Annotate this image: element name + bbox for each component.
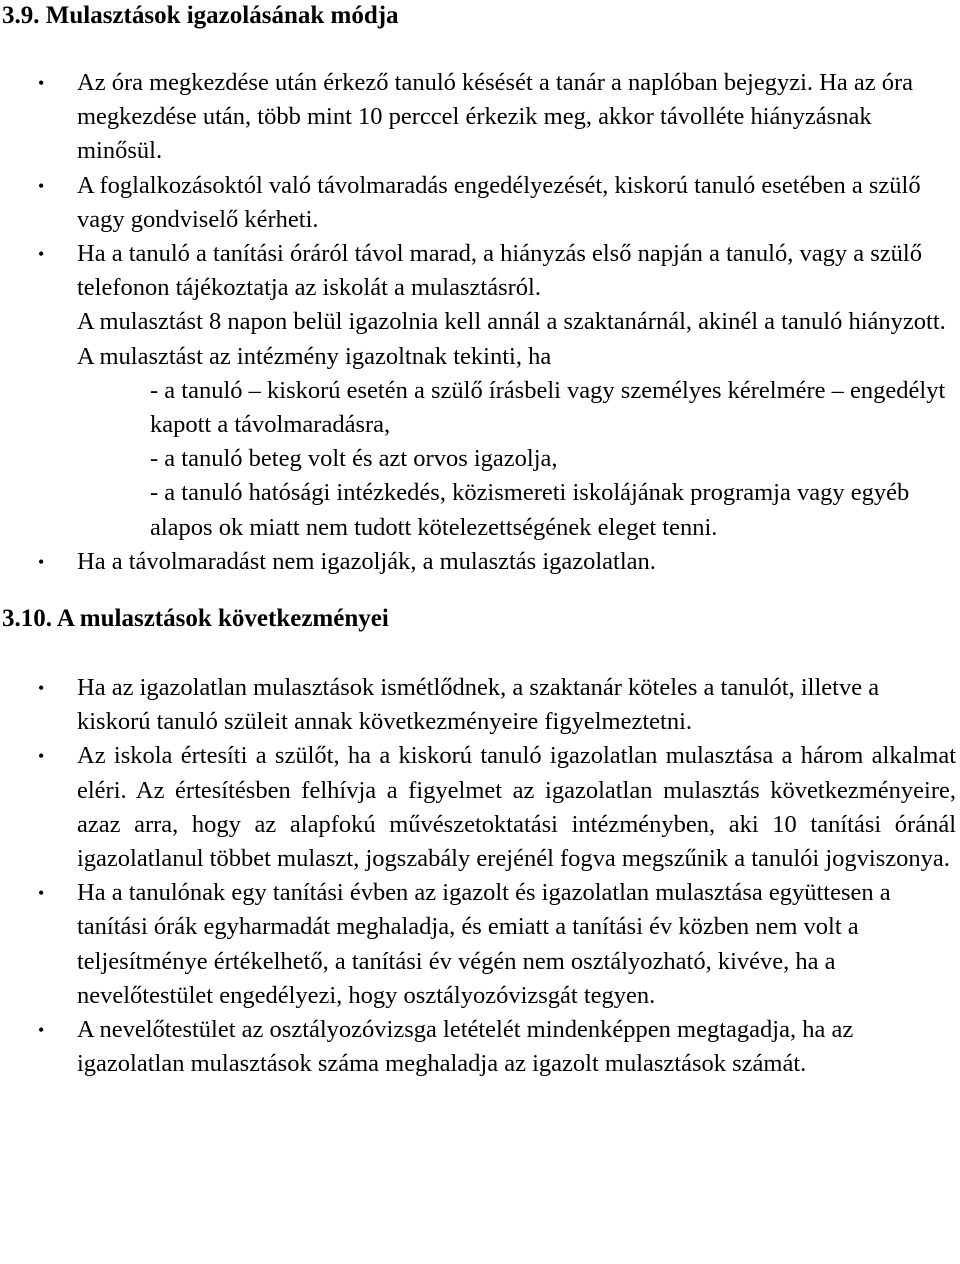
sub-item: - a tanuló hatósági intézkedés, közismereti iskolájának programja vagy egyéb alapos ok miatt nem tudott kötelezettségének eleget tenni. xyxy=(150,479,910,541)
section-heading-3-10: 3.10. A mulasztások következményei xyxy=(2,605,389,633)
section-heading-3-9: 3.9. Mulasztások igazolásának módja xyxy=(2,2,399,29)
bullet-icon: • xyxy=(38,244,45,265)
list-item xyxy=(0,876,960,1013)
section-3-9-list xyxy=(0,66,960,579)
sub-item: - a tanuló beteg volt és azt orvos igazolja, xyxy=(150,445,558,473)
list-item xyxy=(0,671,960,739)
list-item xyxy=(0,545,960,579)
list-item-text: A foglalkozásoktól való távolmaradás engedélyezését, kiskorú tanuló esetében a szülő vagy gondviselő kérheti. xyxy=(77,171,921,233)
bullet-icon: • xyxy=(38,73,45,93)
list-item-text: Ha a tanuló a tanítási óráról távol marad, a hiányzás első napján a tanuló, vagy a szülő telefonon tájékoztatja az iskolát a mulasztásról. xyxy=(77,240,922,302)
list-item-text: Ha a tanulónak egy tanítási évben az igazolt és igazolatlan mulasztása együttesen a tanítási órák egyharmadát meghaladja, és emiatt a tanítási év közben nem volt a teljesítménye értékelhető, a tanítási év végén nem osztályozható, kivéve, ha a nevelőtestület engedélyezi, hogy osztályozóvizsgát tegyen. xyxy=(77,879,891,1009)
section-3-10-list xyxy=(0,671,960,1081)
list-item-text: Ha az igazolatlan mulasztások ismétlődnek, a szaktanár köteles a tanulót, illetve a kiskorú tanuló szüleit annak következményeire figyelmeztetni. xyxy=(77,674,880,736)
list-item-text: A nevelőtestület az osztályozóvizsga letételét mindenképpen megtagadja, ha az igazolatlan mulasztások száma meghaladja az igazolt mulasztások számát. xyxy=(77,1016,854,1078)
list-item-text: Ha a távolmaradást nem igazolják, a mulasztás igazolatlan. xyxy=(77,547,656,575)
list-item xyxy=(0,739,960,876)
bullet-icon: • xyxy=(38,678,45,699)
list-item-paragraph: A mulasztást az intézmény igazoltnak tekinti, ha xyxy=(77,342,552,370)
list-item xyxy=(0,169,960,237)
bullet-icon: • xyxy=(38,175,45,196)
list-item xyxy=(0,1013,960,1081)
bullet-icon: • xyxy=(38,883,45,904)
list-item-text: Az iskola értesíti a szülőt, ha a kiskorú tanuló igazolatlan mulasztása a három alkalmat eléri. Az értesítésben felhívja a figyelmet az igazolatlan mulasztás következményeire, azaz arra, hogy az alapfokú művészetoktatási intézményben, aki 10 tanítási óránál igazolatlanul többet mulaszt, jogszabály erejénél fogva megszűnik a tanulói jogviszonya. xyxy=(77,742,956,873)
bullet-icon: • xyxy=(38,1020,45,1041)
bullet-icon: • xyxy=(38,551,45,572)
list-item-paragraph: A mulasztást 8 napon belül igazolnia kell annál a szaktanárnál, akinél a tanuló hiányzott. xyxy=(77,308,946,336)
sub-item: - a tanuló – kiskorú esetén a szülő írásbeli vagy személyes kérelmére – engedélyt kapott a távolmaradásra, xyxy=(150,376,946,439)
list-item-text: Az óra megkezdése után érkező tanuló késését a tanár a naplóban bejegyzi. Ha az óra megkezdése után, több mint 10 perccel érkezik meg, akkor távolléte hiányzásnak minősül. xyxy=(77,69,913,165)
list-item xyxy=(0,237,960,545)
list-item xyxy=(0,66,960,169)
bullet-icon: • xyxy=(38,746,45,767)
